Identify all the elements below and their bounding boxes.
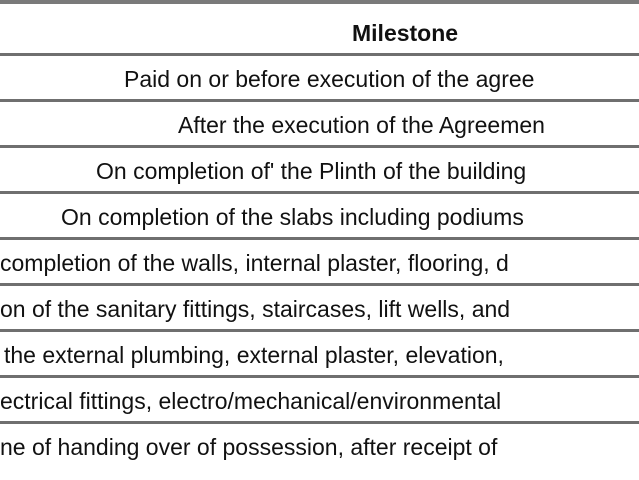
table-header-row: [0, 10, 639, 56]
table-row: [0, 378, 639, 424]
milestone-cell: Paid on or before execution of the agree: [124, 66, 535, 92]
table-row: [0, 148, 639, 194]
table-row: [0, 56, 639, 102]
milestone-cell: completion of the walls, internal plaster, flooring, d: [0, 250, 509, 276]
table-row: [0, 240, 639, 286]
table-row: [0, 286, 639, 332]
milestone-cell: ectrical fittings, electro/mechanical/environmental: [0, 388, 502, 414]
table-top-border: [0, 0, 639, 4]
table-row: [0, 424, 639, 480]
table-row: [0, 332, 639, 378]
milestone-cell: After the execution of the Agreemen: [178, 112, 545, 138]
milestone-cell: On completion of' the Plinth of the building: [96, 158, 527, 184]
table-row: [0, 194, 639, 240]
milestone-cell: On completion of the slabs including podiums: [61, 204, 524, 230]
table-row: [0, 102, 639, 148]
milestone-cell: on of the sanitary fittings, staircases, lift wells, and: [0, 296, 511, 322]
milestone-header: Milestone: [352, 20, 459, 46]
milestone-cell: the external plumbing, external plaster, elevation,: [4, 342, 504, 368]
milestone-cell: ne of handing over of possession, after receipt of: [0, 434, 498, 460]
